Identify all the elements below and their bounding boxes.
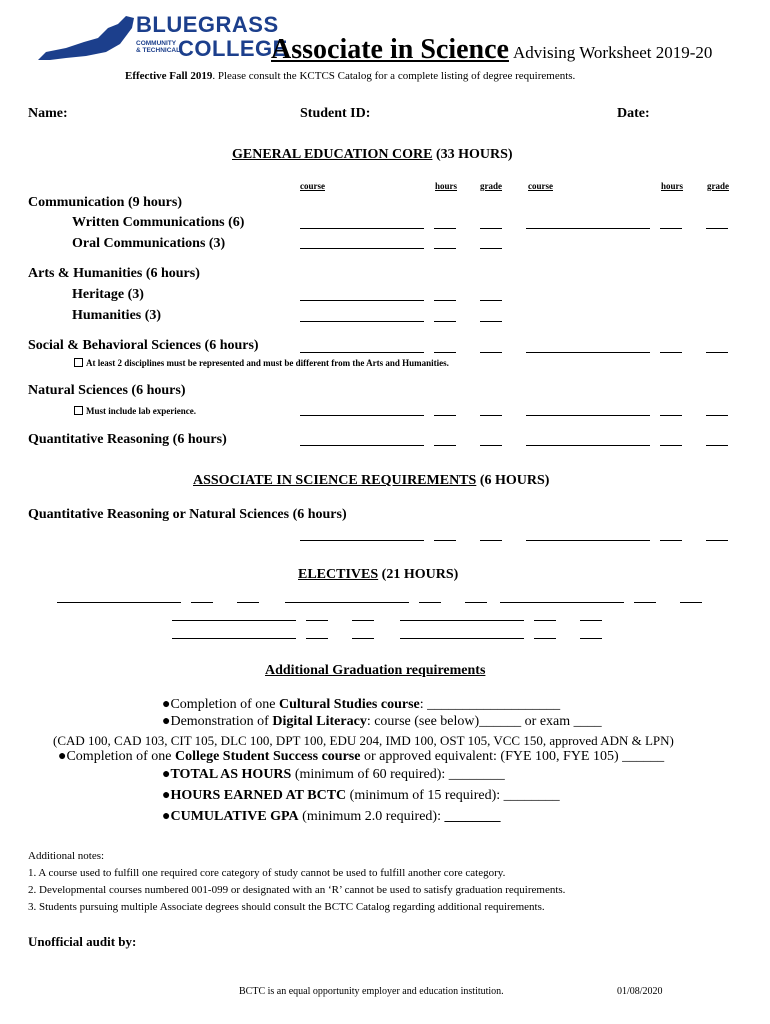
gpa-blank: ________ [444, 809, 501, 824]
electives-heading-hours: (21 HOURS) [381, 567, 459, 582]
elective-3-hours-blank[interactable] [634, 602, 656, 603]
elective-7-hours-blank[interactable] [534, 638, 556, 639]
written-left-grade-blank[interactable] [480, 228, 502, 229]
note-1: 1. A course used to fulfill one required core category of study cannot be used to fulfill another core category. [28, 867, 506, 879]
elective-1-hours-blank[interactable] [191, 602, 213, 603]
col-grade-2: grade [707, 181, 729, 191]
col-course-1: course [300, 181, 325, 191]
oral-left-course-blank[interactable] [300, 248, 424, 249]
total-post: (minimum of 60 required): ________ [291, 767, 505, 782]
quant-left-grade-blank[interactable] [480, 445, 502, 446]
gen-ed-heading-hours: (33 HOURS) [435, 147, 513, 162]
total-bold: TOTAL AS HOURS [170, 767, 292, 782]
natural-left-hours-blank[interactable] [434, 415, 456, 416]
elective-3-grade-blank[interactable] [680, 602, 702, 603]
social-right-course-blank[interactable] [526, 352, 650, 353]
logo-line2b: & TECHNICAL [136, 47, 181, 54]
digital-pre: Demonstration of [170, 714, 273, 729]
social-right-hours-blank[interactable] [660, 352, 682, 353]
note-3: 3. Students pursuing multiple Associate degrees should consult the BCTC Catalog regarding additional requirements. [28, 901, 545, 913]
gpa-post: (minimum 2.0 required): [298, 809, 445, 824]
heritage-left-grade-blank[interactable] [480, 300, 502, 301]
bctc-req: ●HOURS EARNED AT BCTC (minimum of 15 required): ________ [162, 788, 560, 803]
as-req-heading [193, 473, 549, 489]
kentucky-state-icon [36, 14, 136, 64]
total-req: ●TOTAL AS HOURS (minimum of 60 required): ________ [162, 767, 505, 782]
page-title [271, 34, 712, 66]
effective-bold: Effective Fall 2019 [125, 70, 213, 82]
effective-rest: . Please consult the KCTCS Catalog for a complete listing of degree requirements. [212, 70, 576, 82]
arts-label: Arts & Humanities (6 hours) [28, 266, 200, 281]
natural-label: Natural Sciences (6 hours) [28, 383, 186, 398]
footer-date: 01/08/2020 [617, 986, 663, 997]
elective-6-grade-blank[interactable] [352, 638, 374, 639]
cultural-bold: Cultural Studies course [278, 697, 420, 712]
heritage-left-hours-blank[interactable] [434, 300, 456, 301]
as-req-heading-hours: (6 HOURS) [479, 473, 550, 488]
written-right-grade-blank[interactable] [706, 228, 728, 229]
as-req-left-hours-blank[interactable] [434, 540, 456, 541]
quant-label: Quantitative Reasoning (6 hours) [28, 432, 227, 447]
quant-right-grade-blank[interactable] [706, 445, 728, 446]
electives-heading [298, 567, 458, 583]
audit-label: Unofficial audit by: [28, 934, 137, 949]
social-left-course-blank[interactable] [300, 352, 424, 353]
written-left-course-blank[interactable] [300, 228, 424, 229]
written-left-hours-blank[interactable] [434, 228, 456, 229]
electives-heading-text: ELECTIVES [298, 567, 379, 582]
as-req-left-grade-blank[interactable] [480, 540, 502, 541]
digital-list: (CAD 100, CAD 103, CIT 105, DLC 100, DPT 100, EDU 204, IMD 100, OST 105, VCC 150, approved ADN & LPN) [53, 733, 674, 748]
col-course-2: course [528, 181, 553, 191]
social-note [74, 358, 449, 368]
natural-right-grade-blank[interactable] [706, 415, 728, 416]
elective-5-hours-blank[interactable] [534, 620, 556, 621]
elective-6-course-blank[interactable] [172, 638, 296, 639]
elective-3-course-blank[interactable] [500, 602, 624, 603]
logo-line2a: COMMUNITY [136, 40, 177, 47]
quant-right-course-blank[interactable] [526, 445, 650, 446]
humanities-left-hours-blank[interactable] [434, 321, 456, 322]
digital-post: : course (see below)______ or exam ____ [366, 714, 602, 729]
heritage-left-course-blank[interactable] [300, 300, 424, 301]
gpa-req: ●CUMULATIVE GPA (minimum 2.0 required): ________ [162, 809, 501, 824]
bctc-bold: HOURS EARNED AT BCTC [170, 788, 347, 803]
quant-left-hours-blank[interactable] [434, 445, 456, 446]
elective-5-grade-blank[interactable] [580, 620, 602, 621]
humanities-left-course-blank[interactable] [300, 321, 424, 322]
elective-6-hours-blank[interactable] [306, 638, 328, 639]
date-label: Date: [617, 106, 650, 121]
elective-1-course-blank[interactable] [57, 602, 181, 603]
elective-4-grade-blank[interactable] [352, 620, 374, 621]
as-req-item: Quantitative Reasoning or Natural Sciences (6 hours) [28, 507, 347, 522]
cultural-req: ●Completion of one Cultural Studies course: ___________________ [162, 697, 561, 712]
digital-bold: Digital Literacy [272, 714, 367, 729]
written-right-hours-blank[interactable] [660, 228, 682, 229]
natural-left-grade-blank[interactable] [480, 415, 502, 416]
footer-statement: BCTC is an equal opportunity employer and education institution. [239, 986, 504, 997]
col-hours-2: hours [661, 181, 684, 191]
as-req-heading-text: ASSOCIATE IN SCIENCE REQUIREMENTS [193, 473, 477, 488]
success-req: ●Completion of one College Student Success course or approved equivalent: (FYE 100, FYE 105) ______ [58, 749, 665, 764]
col-grade-1: grade [480, 181, 502, 191]
natural-note-text: Must include lab experience. [86, 406, 196, 416]
success-bold: College Student Success course [174, 749, 361, 764]
checkbox-icon[interactable] [74, 358, 83, 367]
quant-left-course-blank[interactable] [300, 445, 424, 446]
natural-right-hours-blank[interactable] [660, 415, 682, 416]
oral-left-grade-blank[interactable] [480, 248, 502, 249]
quant-right-hours-blank[interactable] [660, 445, 682, 446]
gen-ed-heading-text: GENERAL EDUCATION CORE [232, 147, 433, 162]
oral-left-hours-blank[interactable] [434, 248, 456, 249]
written-label: Written Communications (6) [72, 215, 245, 230]
written-right-course-blank[interactable] [526, 228, 650, 229]
gpa-bold: CUMULATIVE GPA [170, 809, 299, 824]
elective-5-course-blank[interactable] [400, 620, 524, 621]
elective-1-grade-blank[interactable] [237, 602, 259, 603]
humanities-left-grade-blank[interactable] [480, 321, 502, 322]
social-note-text: At least 2 disciplines must be represented and must be different from the Arts and Humanities. [86, 358, 449, 368]
effective-line [125, 70, 575, 82]
natural-right-course-blank[interactable] [526, 415, 650, 416]
as-req-left-course-blank[interactable] [300, 540, 424, 541]
elective-2-course-blank[interactable] [285, 602, 409, 603]
grad-heading: Additional Graduation requirements [265, 663, 486, 678]
elective-7-grade-blank[interactable] [580, 638, 602, 639]
title-sub: Advising Worksheet 2019-20 [512, 43, 713, 62]
digital-req: ●Demonstration of Digital Literacy: course (see below)______ or exam ____ [162, 714, 602, 729]
notes-title: Additional notes: [28, 850, 105, 862]
elective-4-course-blank[interactable] [172, 620, 296, 621]
oral-label: Oral Communications (3) [72, 236, 226, 251]
elective-2-hours-blank[interactable] [419, 602, 441, 603]
natural-note [74, 406, 196, 416]
cultural-post: : ___________________ [419, 697, 561, 712]
humanities-label: Humanities (3) [72, 308, 162, 323]
checkbox-icon[interactable] [74, 406, 83, 415]
elective-7-course-blank[interactable] [400, 638, 524, 639]
success-post: or approved equivalent: (FYE 100, FYE 105) ______ [360, 749, 665, 764]
social-right-grade-blank[interactable] [706, 352, 728, 353]
student-id-label: Student ID: [300, 106, 371, 121]
as-req-right-course-blank[interactable] [526, 540, 650, 541]
note-2: 2. Developmental courses numbered 001-099 or designated with an ‘R’ cannot be used to satisfy graduation requirements. [28, 884, 566, 896]
natural-left-course-blank[interactable] [300, 415, 424, 416]
logo-line1: BLUEGRASS [136, 12, 279, 37]
social-left-grade-blank[interactable] [480, 352, 502, 353]
as-req-right-grade-blank[interactable] [706, 540, 728, 541]
social-left-hours-blank[interactable] [434, 352, 456, 353]
name-label: Name: [28, 106, 68, 121]
as-req-right-hours-blank[interactable] [660, 540, 682, 541]
elective-2-grade-blank[interactable] [465, 602, 487, 603]
elective-4-hours-blank[interactable] [306, 620, 328, 621]
success-pre: Completion of one [66, 749, 175, 764]
college-logo [36, 12, 288, 64]
cultural-pre: Completion of one [170, 697, 279, 712]
col-hours-1: hours [435, 181, 458, 191]
gen-ed-heading [232, 147, 513, 163]
logo-line3: COLLEGE [178, 36, 288, 61]
bctc-post: (minimum of 15 required): ________ [346, 788, 560, 803]
social-label: Social & Behavioral Sciences (6 hours) [28, 338, 259, 353]
title-main: Associate in Science [271, 34, 509, 65]
communication-label: Communication (9 hours) [28, 195, 183, 210]
heritage-label: Heritage (3) [72, 287, 144, 302]
